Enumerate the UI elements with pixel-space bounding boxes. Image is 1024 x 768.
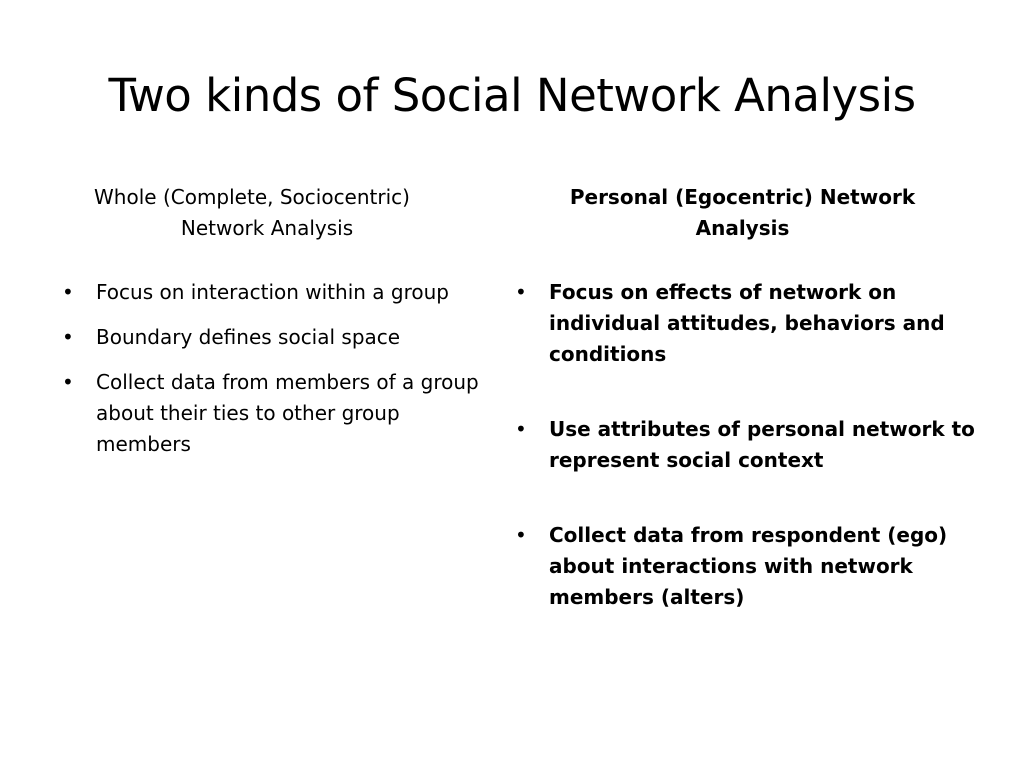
- bullet-item: [52, 367, 482, 460]
- bullet-item: [52, 322, 482, 353]
- bullet-text: Use attributes of personal network to represent social context: [549, 417, 975, 472]
- whole-network-heading-line2: Network Analysis: [180, 216, 354, 240]
- bullet-text: Boundary defines social space: [96, 325, 401, 349]
- bullet-text: Focus on interaction within a group: [96, 280, 449, 304]
- bullet-icon: •: [62, 370, 74, 394]
- bullet-icon: •: [515, 417, 527, 441]
- whole-network-bullet-list: [52, 277, 482, 460]
- bullet-icon: •: [62, 325, 74, 349]
- personal-network-heading-line2: Analysis: [695, 216, 790, 240]
- slide-title: Two kinds of Social Network Analysis: [108, 69, 916, 122]
- bullet-item: [505, 520, 980, 613]
- personal-network-heading: [505, 182, 980, 244]
- whole-network-column: [52, 182, 482, 474]
- bullet-icon: •: [62, 280, 74, 304]
- bullet-item: [52, 277, 482, 308]
- bullet-text: Collect data from respondent (ego) about interactions with network members (alters): [549, 523, 948, 609]
- bullet-item: [505, 277, 980, 370]
- personal-network-heading-line1: Personal (Egocentric) Network: [569, 185, 916, 209]
- bullet-text: Focus on effects of network on individual attitudes, behaviors and conditions: [549, 280, 945, 366]
- personal-network-bullet-list: [505, 277, 980, 613]
- bullet-icon: •: [515, 523, 527, 547]
- whole-network-heading: [52, 182, 482, 244]
- bullet-text: Collect data from members of a group about their ties to other group members: [96, 370, 479, 456]
- bullet-item: [505, 414, 980, 476]
- bullet-icon: •: [515, 280, 527, 304]
- whole-network-heading-line1: Whole (Complete, Sociocentric): [94, 185, 410, 209]
- personal-network-column: [505, 182, 980, 657]
